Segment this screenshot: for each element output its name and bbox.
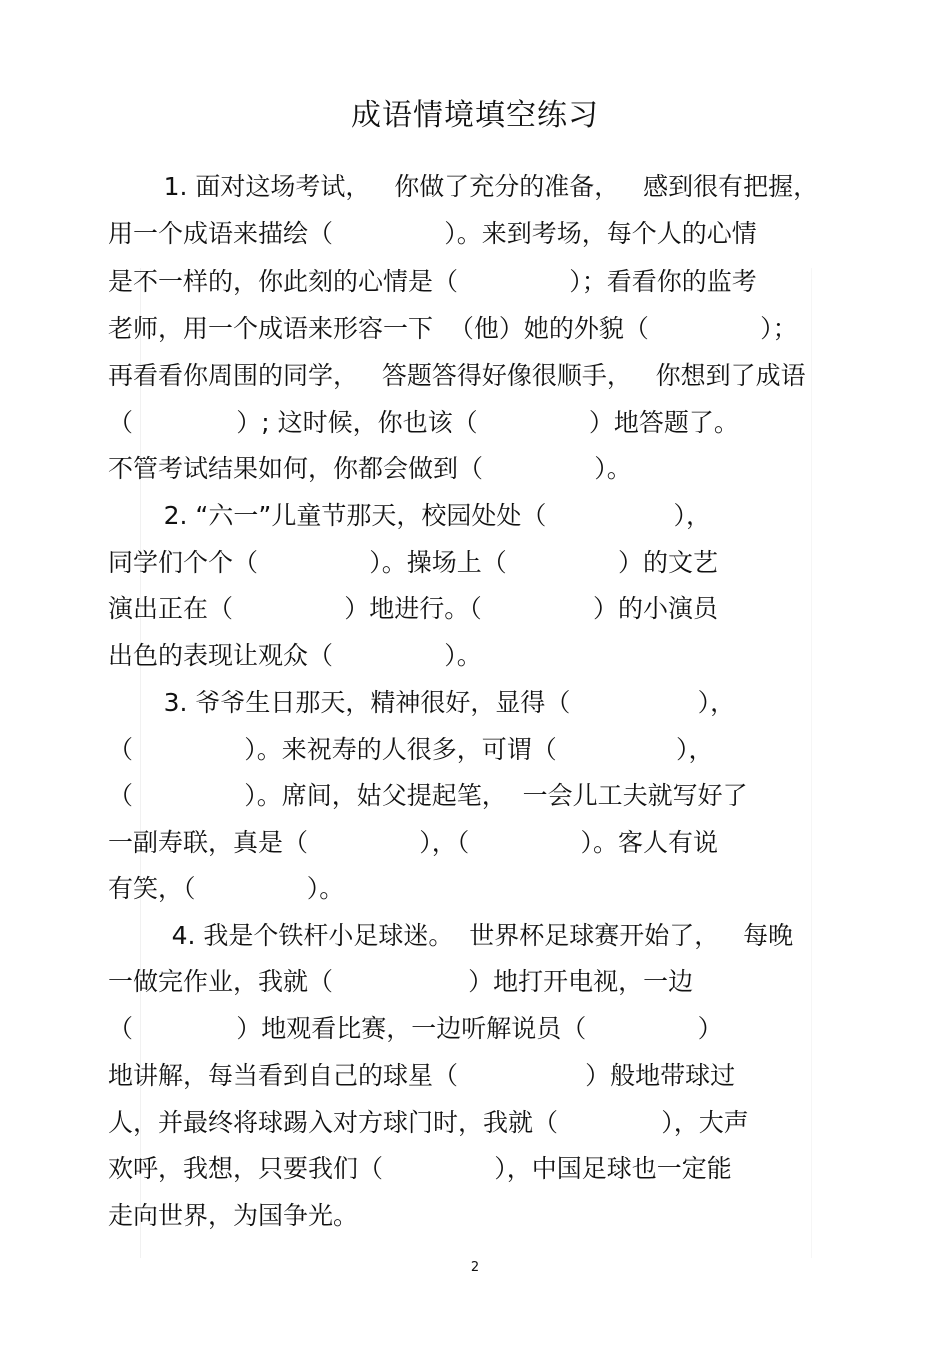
- text-line-11: 出色的表现让观众（ ）。: [108, 641, 482, 670]
- text-line-21: 人，并最终将球踢入对方球门时，我就（ ），大声: [108, 1108, 749, 1137]
- text-line-15: 一副寿联，真是（ ），（ ）。客人有说: [108, 828, 719, 857]
- page-title: 成语情境填空练习: [351, 98, 599, 133]
- text-line-20: 地讲解，每当看到自己的球星（ ）般地带球过: [108, 1061, 736, 1090]
- text-line-9: 同学们个个（ ）。操场上（ ）的文艺: [108, 548, 719, 577]
- text-line-10: 演出正在（ ）地进行。（ ）的小演员: [108, 594, 719, 623]
- text-line-3: 是不一样的，你此刻的心情是（ ）；看看你的监考: [108, 267, 757, 296]
- text-line-12: 3. 爷爷生日那天，精神很好，显得（ ），: [108, 688, 736, 717]
- text-line-18: 一做完作业，我就（ ）地打开电视，一边: [108, 967, 694, 996]
- page-number: 2: [470, 1260, 480, 1275]
- text-line-5: 再看看你周围的同学， 答题答得好像很顺手， 你想到了成语: [108, 361, 806, 390]
- text-line-8: 2. “六一”儿童节那天，校园处处（ ），: [108, 501, 711, 530]
- text-line-7: 不管考试结果如何，你都会做到（ ）。: [108, 454, 632, 483]
- text-line-16: 有笑，（ ）。: [108, 874, 345, 903]
- text-line-2: 用一个成语来描绘（ ）。来到考场，每个人的心情: [108, 219, 757, 248]
- text-line-19: （ ）地观看比赛，一边听解说员（ ）: [108, 1014, 723, 1043]
- text-line-23: 走向世界，为国争光。: [108, 1201, 359, 1230]
- text-line-14: （ ）。席间，姑父提起笔， 一会儿工夫就写好了: [108, 781, 748, 810]
- text-line-17: 4. 我是个铁杆小足球迷。 世界杯足球赛开始了， 每晚: [108, 921, 794, 950]
- text-line-6: （ ）; 这时候，你也该（ ）地答题了。: [108, 408, 739, 437]
- text-line-1: 1. 面对这场考试， 你做了充分的准备， 感到很有把握，: [108, 172, 819, 201]
- text-line-13: （ ）。来祝寿的人很多，可谓（ ），: [108, 735, 714, 764]
- text-line-22: 欢呼，我想，只要我们（ ），中国足球也一定能: [108, 1154, 732, 1183]
- text-line-4: 老师，用一个成语来形容一下 （他）她的外貌（ ）；: [108, 314, 798, 343]
